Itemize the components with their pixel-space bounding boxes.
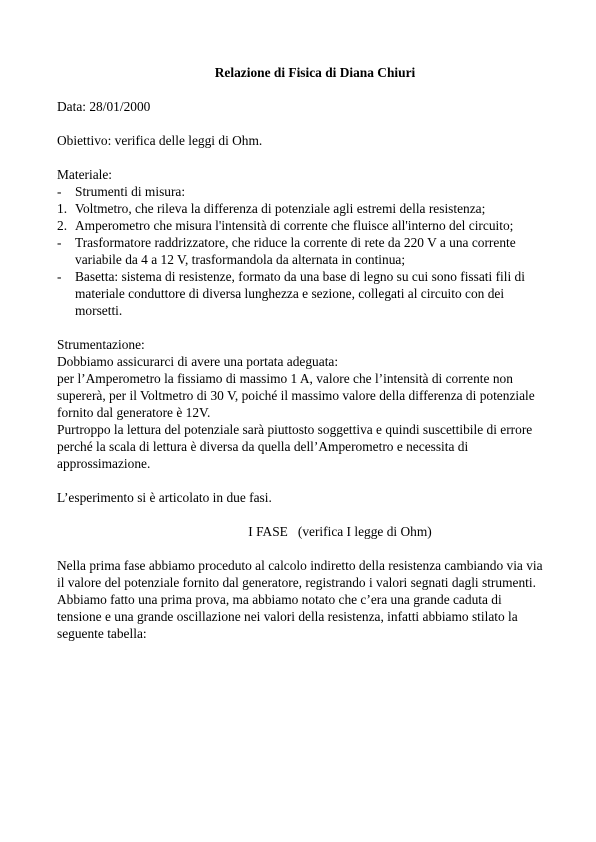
list-item-text: Voltmetro, che rileva la differenza di potenziale agli estremi della resistenza;: [75, 201, 486, 216]
instrumentation-line-1: Dobbiamo assicurarci di avere una portata adeguata:: [57, 354, 339, 369]
list-item: [57, 183, 543, 200]
report-date: Data: 28/01/2000: [57, 99, 151, 114]
list-marker: -: [57, 184, 62, 199]
instrumentation-heading: Strumentazione:: [57, 337, 145, 352]
list-item-text: Basetta: sistema di resistenze, formato da una base di legno su cui sono fissati fili di materiale conduttore di diversa lunghezza e sezione, collegati al circuito con dei morsetti.: [75, 269, 525, 318]
list-item: [57, 200, 543, 217]
materials-heading: Materiale:: [57, 167, 113, 182]
materials-list: [57, 183, 543, 319]
list-marker: 1.: [57, 201, 68, 216]
document-body: [57, 64, 543, 642]
list-marker: -: [57, 235, 62, 250]
document-title: Relazione di Fisica di Diana Chiuri: [214, 65, 416, 80]
list-item: [57, 217, 543, 234]
phase-title: I FASE (verifica I legge di Ohm): [248, 524, 432, 539]
phase-paragraph: Nella prima fase abbiamo proceduto al calcolo indiretto della resistenza cambiando via via il valore del potenziale fornito dal generatore, registrando i valori segnati dagli strumenti. Abbiamo fatto una prima prova, ma abbiamo notato che c’era una grande caduta di tensione e una grande oscillazione nei valori della resistenza, infatti abbiamo stilato la seguente tabella:: [57, 558, 543, 641]
experiment-intro: L’esperimento si è articolato in due fasi.: [57, 490, 272, 505]
instrumentation-line-3: Purtroppo la lettura del potenziale sarà piuttosto soggettiva e quindi suscettibile di errore perché la scala di lettura è diversa da quella dell’Amperometro e necessita di approssimazione.: [57, 422, 533, 471]
materials-section: [57, 166, 543, 319]
report-objective: Obiettivo: verifica delle leggi di Ohm.: [57, 133, 263, 148]
list-item-text: Trasformatore raddrizzatore, che riduce la corrente di rete da 220 V a una corrente variabile da 4 a 12 V, trasformandola da alternata in continua;: [75, 235, 516, 267]
instrumentation-section: [57, 336, 543, 472]
list-item-text: Strumenti di misura:: [75, 184, 186, 199]
instrumentation-line-2: per l’Amperometro la fissiamo di massimo 1 A, valore che l’intensità di corrente non supererà, per il Voltmetro di 30 V, poiché il massimo valore della differenza di potenziale fornito dal generatore è 12V.: [57, 371, 535, 420]
list-marker: 2.: [57, 218, 68, 233]
list-item-text: Amperometro che misura l'intensità di corrente che fluisce all'interno del circuito;: [75, 218, 514, 233]
list-item: [57, 268, 543, 319]
list-marker: -: [57, 269, 62, 284]
list-item: [57, 234, 543, 268]
